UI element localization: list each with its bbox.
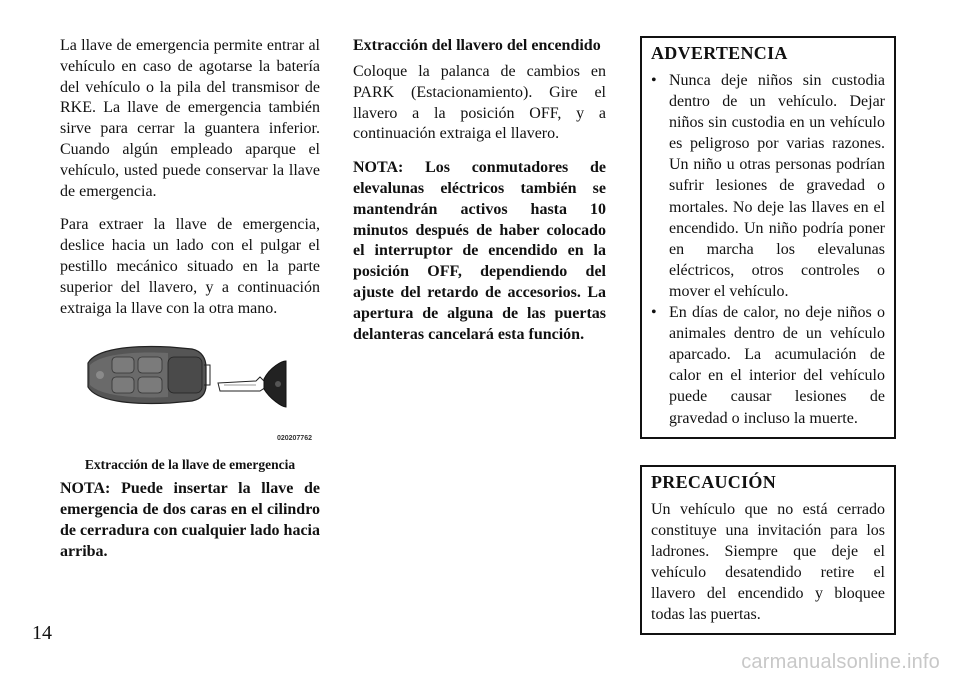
warning-item-text: Nunca deje niños sin custodia dentro de un vehículo. Dejar niños sin custodia en un vehículo es peligroso por varias razones. Un niño u otras personas podrían sufrir lesiones de gravedad o mortales. No deje las llaves en el encendido. Un niño podría poner en marcha los elevalunas eléctricos, otros controles o mover el vehículo. bbox=[669, 72, 885, 300]
key-fob-icon bbox=[88, 347, 210, 404]
page-number: 14 bbox=[32, 622, 52, 644]
note-two-sided-key: NOTA: Puede insertar la llave de emergencia de dos caras en el cilindro de cerradura con cualquier lado hacia arriba. bbox=[60, 480, 320, 560]
paragraph-remove-fob: Coloque la palanca de cambios en PARK (Estacionamiento). Gire el llavero a la posición OFF, y a continuación extraiga el llavero. bbox=[353, 63, 606, 143]
bullet-icon: • bbox=[651, 304, 657, 322]
warning-box bbox=[640, 36, 896, 439]
paragraph-extract-key: Para extraer la llave de emergencia, deslice hacia un lado con el pulgar el pestillo mecánico situado en la parte superior del llavero, y a continuación extraiga la llave con la otra mano. bbox=[60, 216, 320, 317]
emergency-key-icon bbox=[218, 361, 286, 407]
warning-item-text: En días de calor, no deje niños o animales dentro de un vehículo aparcado. La acumulación de calor en el interior del vehículo puede causar lesiones de gravedad o incluso la muerte. bbox=[669, 304, 885, 427]
figure-caption: Extracción de la llave de emergencia bbox=[84, 457, 296, 473]
figure-code: 020207762 bbox=[276, 435, 312, 443]
watermark: carmanualsonline.info bbox=[741, 651, 940, 673]
key-fob-figure bbox=[60, 335, 320, 453]
caution-box bbox=[640, 465, 896, 635]
column-left bbox=[60, 36, 320, 576]
warning-item bbox=[651, 70, 885, 302]
caution-title: PRECAUCIÓN bbox=[651, 471, 777, 492]
warning-title: ADVERTENCIA bbox=[651, 43, 788, 63]
bullet-icon: • bbox=[651, 72, 657, 89]
paragraph-emergency-key: La llave de emergencia permite entrar al vehículo en caso de agotarse la batería del vehículo o la pila del transmisor de RKE. La llave de emergencia también sirve para cerrar la guantera inferior. Cuando algún empleado aparque el vehículo, usted puede conservar la llave de emergencia. bbox=[60, 37, 320, 200]
caution-text: Un vehículo que no está cerrado constituye una invitación para los ladrones. Siempre que deje el vehículo desatendido retire el llavero del encendido y bloquee todas las puertas. bbox=[651, 500, 885, 623]
section-heading-remove-fob: Extracción del llavero del encendido bbox=[353, 37, 601, 54]
warning-list bbox=[651, 70, 885, 429]
column-right bbox=[640, 36, 896, 661]
column-middle bbox=[353, 36, 606, 358]
note-power-windows: NOTA: Los conmutadores de elevalunas eléctricos también se mantendrán activos hasta 10 minutos después de haber colocado el interruptor de encendido en la posición OFF, dependiendo del ajuste del retardo de accesorios. La apertura de alguna de las puertas delanteras cancelará esta función. bbox=[353, 159, 606, 343]
warning-item bbox=[651, 302, 885, 429]
